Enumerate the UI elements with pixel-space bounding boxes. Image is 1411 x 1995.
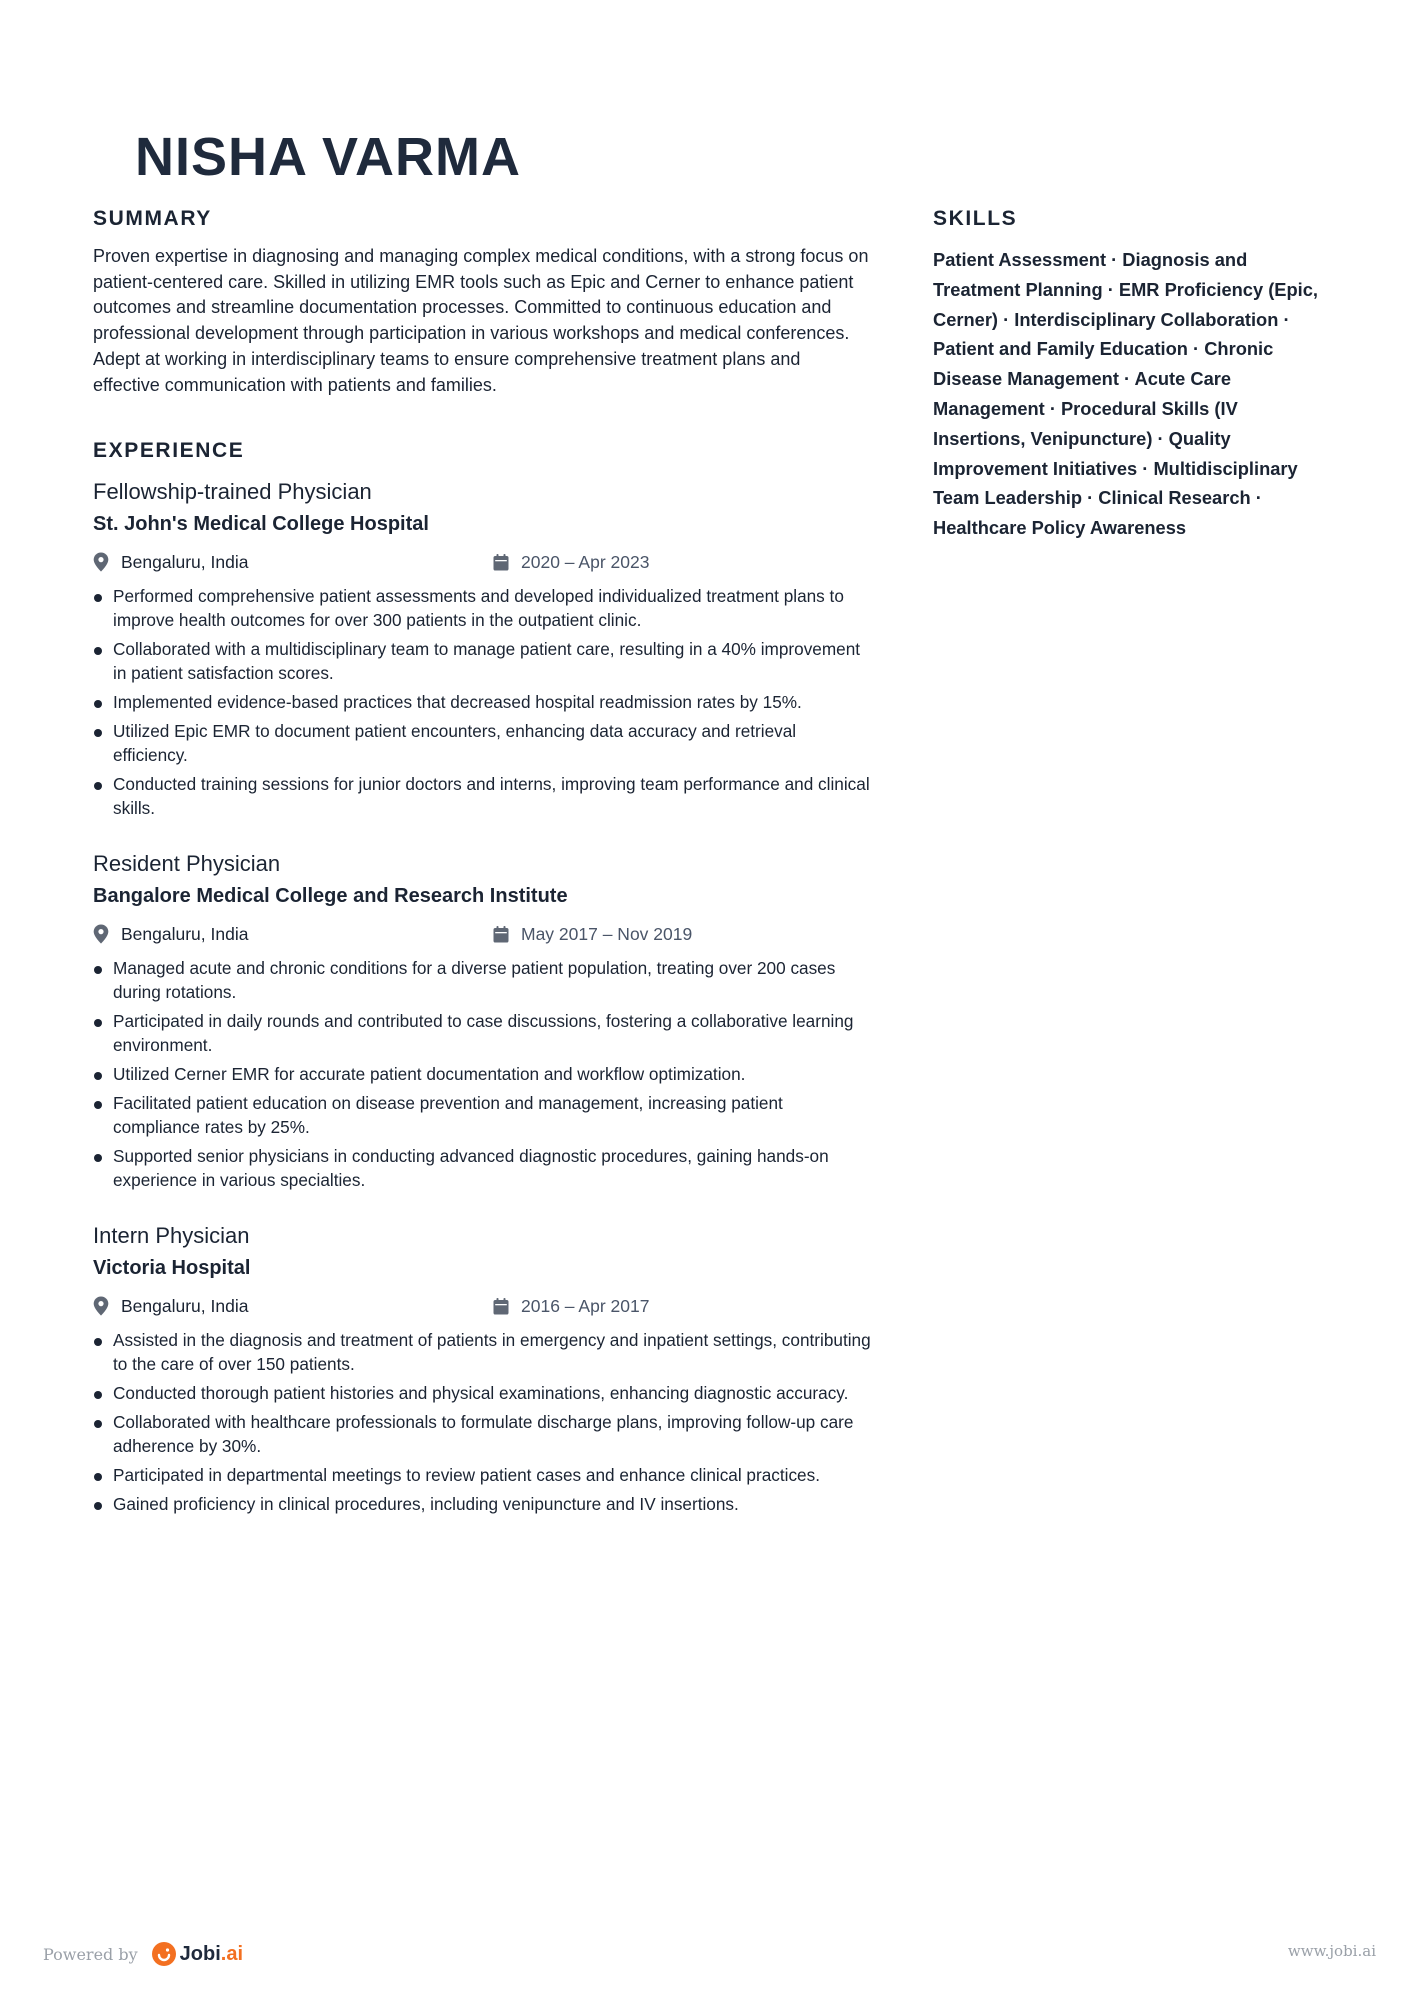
job-bullet xyxy=(93,772,871,820)
bullet-dot-icon xyxy=(94,1502,102,1510)
job-bullet xyxy=(93,1328,871,1376)
right-column xyxy=(933,206,1333,543)
job-location-text: Bengaluru, India xyxy=(121,552,249,573)
bullet-dot-icon xyxy=(94,1338,102,1346)
experience-section xyxy=(93,438,871,1516)
bullet-dot-icon xyxy=(94,700,102,708)
job-meta xyxy=(93,922,871,946)
calendar-icon xyxy=(493,554,521,571)
bullet-dot-icon xyxy=(94,1391,102,1399)
map-pin-icon xyxy=(93,1296,121,1316)
bullet-dot-icon xyxy=(94,1473,102,1481)
job-bullet xyxy=(93,956,871,1004)
job-title: Intern Physician xyxy=(93,1223,250,1249)
job-location xyxy=(93,1294,248,1318)
job-dates-text: 2020 – Apr 2023 xyxy=(521,552,650,573)
job-location-text: Bengaluru, India xyxy=(121,1296,249,1317)
candidate-name: NISHA VARMA xyxy=(135,127,521,187)
job-bullet xyxy=(93,1410,871,1458)
job-bullet-text: Supported senior physicians in conducting advanced diagnostic procedures, gaining hands-on experience in various specialties. xyxy=(113,1146,829,1191)
bullet-dot-icon xyxy=(94,594,102,602)
job-bullet xyxy=(93,1492,871,1516)
job-dates xyxy=(493,1294,649,1318)
job-company: Victoria Hospital xyxy=(93,1257,251,1280)
job-dates-text: 2016 – Apr 2017 xyxy=(521,1296,650,1317)
map-pin-icon xyxy=(93,924,121,944)
job-bullet-text: Implemented evidence-based practices that decreased hospital readmission rates by 15%. xyxy=(113,692,802,713)
skills-section xyxy=(933,206,1333,543)
summary-section xyxy=(93,206,871,398)
job-title: Fellowship-trained Physician xyxy=(93,479,372,505)
job-bullet-text: Utilized Cerner EMR for accurate patient documentation and workflow optimization. xyxy=(113,1064,746,1085)
logo-main-text: Jobi xyxy=(179,1942,221,1965)
job-location xyxy=(93,922,248,946)
job-meta xyxy=(93,1294,871,1318)
job-location-text: Bengaluru, India xyxy=(121,924,249,945)
job-entry xyxy=(93,850,871,1192)
job-bullets xyxy=(93,956,871,1192)
job-bullet xyxy=(93,1381,871,1405)
powered-by-label: Powered by xyxy=(43,1944,138,1964)
bullet-dot-icon xyxy=(94,647,102,655)
bullet-dot-icon xyxy=(94,782,102,790)
job-bullet-text: Facilitated patient education on disease prevention and management, increasing patient compliance rates by 25%. xyxy=(113,1093,783,1138)
skills-text: Patient Assessment · Diagnosis and Treatment Planning · EMR Proficiency (Epic, Cerner) · Interdisciplinary Collaboration · Patient and Family Education · Chronic Disease Management · Acute Care Management · Procedural Skills (IV Insertions, Venipuncture) · Quality Improvement Initiatives · Multidisciplinary Team Leadership · Clinical Research · Healthcare Policy Awareness xyxy=(933,249,1318,539)
jobi-logo[interactable] xyxy=(152,1942,243,1966)
job-bullet-text: Conducted thorough patient histories and physical examinations, enhancing diagnostic accuracy. xyxy=(113,1383,849,1404)
bullet-dot-icon xyxy=(94,1420,102,1428)
job-bullet-text: Gained proficiency in clinical procedures, including venipuncture and IV insertions. xyxy=(113,1494,739,1515)
job-dates-text: May 2017 – Nov 2019 xyxy=(521,924,693,945)
map-pin-icon xyxy=(93,552,121,572)
job-bullet-text: Assisted in the diagnosis and treatment of patients in emergency and inpatient settings, contributing to the care of over 150 patients. xyxy=(113,1330,871,1375)
job-company: St. John's Medical College Hospital xyxy=(93,513,429,536)
job-meta xyxy=(93,550,871,574)
summary-text: Proven expertise in diagnosing and managing complex medical conditions, with a strong focus on patient-centered care. Skilled in utilizing EMR tools such as Epic and Cerner to enhance patient outcomes and streamline documentation processes. Committed to continuous education and professional development through participation in various workshops and medical conferences. Adept at working in interdisciplinary teams to ensure comprehensive treatment plans and effective communication with patients and families. xyxy=(93,246,869,395)
calendar-icon xyxy=(493,926,521,943)
logo-accent-text: .ai xyxy=(220,1942,244,1965)
job-bullet xyxy=(93,1144,871,1192)
bullet-dot-icon xyxy=(94,1019,102,1027)
bullet-dot-icon xyxy=(94,966,102,974)
job-bullet xyxy=(93,690,871,714)
job-bullet-text: Participated in daily rounds and contributed to case discussions, fostering a collaborative learning environment. xyxy=(113,1011,854,1056)
job-title: Resident Physician xyxy=(93,851,281,877)
job-bullet xyxy=(93,719,871,767)
job-bullet-text: Participated in departmental meetings to review patient cases and enhance clinical practices. xyxy=(113,1465,820,1486)
footer-branding xyxy=(43,1942,243,1966)
job-bullet xyxy=(93,584,871,632)
footer-url[interactable]: www.jobi.ai xyxy=(1287,1942,1376,1960)
jobi-logo-text xyxy=(180,1943,243,1966)
skills-heading: SKILLS xyxy=(933,207,1018,230)
job-bullet xyxy=(93,1091,871,1139)
job-bullet xyxy=(93,1009,871,1057)
bullet-dot-icon xyxy=(94,1072,102,1080)
job-company: Bangalore Medical College and Research Institute xyxy=(93,885,568,908)
job-dates xyxy=(493,922,692,946)
job-dates xyxy=(493,550,649,574)
job-bullet-text: Collaborated with healthcare professionals to formulate discharge plans, improving follow-up care adherence by 30%. xyxy=(113,1412,854,1457)
job-bullet-text: Performed comprehensive patient assessments and developed individualized treatment plans to improve health outcomes for over 300 patients in the outpatient clinic. xyxy=(113,586,844,631)
jobi-logo-icon xyxy=(152,1942,176,1966)
calendar-icon xyxy=(493,1298,521,1315)
job-bullet xyxy=(93,1463,871,1487)
bullet-dot-icon xyxy=(94,729,102,737)
job-entry xyxy=(93,1222,871,1516)
bullet-dot-icon xyxy=(94,1101,102,1109)
job-bullet xyxy=(93,637,871,685)
job-bullet-text: Utilized Epic EMR to document patient encounters, enhancing data accuracy and retrieval efficiency. xyxy=(113,721,797,766)
job-bullet-text: Managed acute and chronic conditions for a diverse patient population, treating over 200 cases during rotations. xyxy=(113,958,836,1003)
job-bullet xyxy=(93,1062,871,1086)
job-bullets xyxy=(93,584,871,820)
left-column xyxy=(93,206,871,1521)
job-bullet-text: Collaborated with a multidisciplinary team to manage patient care, resulting in a 40% improvement in patient satisfaction scores. xyxy=(113,639,861,684)
experience-heading: EXPERIENCE xyxy=(93,439,245,463)
job-bullet-text: Conducted training sessions for junior doctors and interns, improving team performance and clinical skills. xyxy=(113,774,870,819)
job-entry xyxy=(93,478,871,820)
job-location xyxy=(93,550,248,574)
jobs-list xyxy=(93,478,871,1516)
bullet-dot-icon xyxy=(94,1154,102,1162)
summary-heading: SUMMARY xyxy=(93,207,212,230)
job-bullets xyxy=(93,1328,871,1516)
